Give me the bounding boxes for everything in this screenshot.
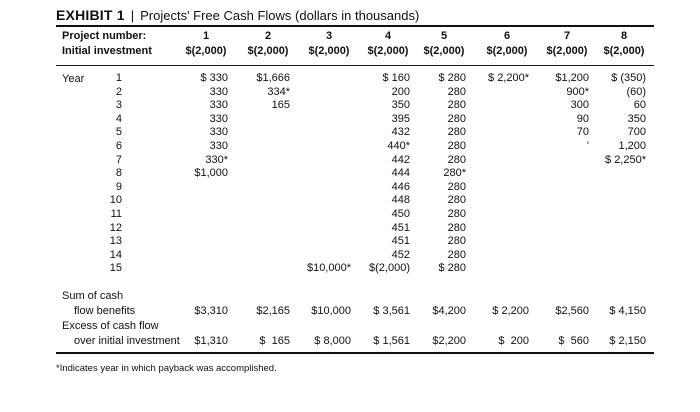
project-number-2: 2 xyxy=(264,30,272,42)
top-rule xyxy=(56,25,654,27)
year-number: 5 xyxy=(115,126,122,139)
sum-benefit-cell: $2,560 xyxy=(555,305,589,317)
cash-flow-cell: 350 xyxy=(391,99,410,112)
cash-flow-cell: 395 xyxy=(391,112,410,125)
cash-flow-cell: 432 xyxy=(391,126,410,139)
excess-cash-flow-cell: $1,310 xyxy=(194,335,228,347)
initial-investment-2: $(2,000) xyxy=(247,45,289,57)
title-divider: | xyxy=(130,8,135,23)
cash-flow-cell: 451 xyxy=(391,221,410,234)
cash-flow-cell: $ 280 xyxy=(438,262,466,275)
excess-cash-flow-cell: $ 2,150 xyxy=(609,335,646,347)
initial-investment-6: $(2,000) xyxy=(486,45,528,57)
cash-flow-cell: 280 xyxy=(447,99,466,112)
project-number-5: 5 xyxy=(440,30,448,42)
cash-flow-cell: 330 xyxy=(209,85,228,98)
cash-flow-cell: $(2,000) xyxy=(369,262,410,275)
cash-flow-cell: 280 xyxy=(447,126,466,139)
cash-flow-cell: $10,000* xyxy=(306,262,351,275)
cash-flow-cell: 700 xyxy=(627,126,646,139)
excess-cash-flow-cell: $ 165 xyxy=(259,335,290,347)
cash-flow-cell: 444 xyxy=(391,167,410,180)
year-number: 8 xyxy=(115,167,122,180)
excess-cash-flow-cell: $ 560 xyxy=(558,335,589,347)
year-label: Year xyxy=(62,73,85,85)
cash-flow-cell: $1,200 xyxy=(555,72,589,84)
exhibit-caption: Projects' Free Cash Flows (dollars in thousands) xyxy=(140,8,420,23)
cash-flow-cell: 200 xyxy=(391,85,410,98)
project-number-3: 3 xyxy=(325,30,333,42)
cash-flow-cell: 280* xyxy=(443,167,466,180)
cash-flow-cell: (60) xyxy=(626,85,646,98)
cash-flow-cell: $ (350) xyxy=(611,72,646,84)
excess-label-line1: Excess of cash flow xyxy=(62,320,159,332)
excess-cash-flow-cell: $ 1,561 xyxy=(373,335,410,347)
sum-benefit-cell: $10,000 xyxy=(311,305,351,317)
cash-flow-cell: 1,200 xyxy=(618,140,646,152)
cash-flow-cell: 280 xyxy=(447,194,466,207)
sum-label-line1: Sum of cash xyxy=(62,290,124,302)
cash-flow-cell: 350 xyxy=(627,112,646,125)
cash-flow-cell: 452 xyxy=(391,248,410,261)
cash-flow-cell: 70 xyxy=(576,126,589,139)
footnote: *Indicates year in which payback was accomplished. xyxy=(56,363,277,374)
project-number-1: 1 xyxy=(202,30,210,42)
cash-flow-cell: 280 xyxy=(447,140,466,152)
sum-label-line2: flow benefits xyxy=(74,305,136,317)
cash-flow-cell: 330* xyxy=(205,153,228,166)
initial-investment-7: $(2,000) xyxy=(546,45,588,57)
initial-investment-3: $(2,000) xyxy=(308,45,350,57)
sum-benefit-cell: $4,200 xyxy=(432,305,466,317)
cash-flow-cell: $ 2,250* xyxy=(605,153,646,166)
sum-benefit-cell: $ 4,150 xyxy=(609,305,646,317)
initial-investment-5: $(2,000) xyxy=(423,45,465,57)
year-number: 6 xyxy=(115,140,122,152)
cash-flow-cell: 330 xyxy=(209,126,228,139)
cash-flow-cell: 300 xyxy=(570,99,589,112)
cash-flow-cell: 451 xyxy=(391,235,410,248)
cash-flow-cell: 334* xyxy=(267,85,290,98)
cash-flow-cell: 90 xyxy=(576,112,589,125)
cash-flow-cell: $ 280 xyxy=(438,72,466,84)
cash-flow-cell: 440* xyxy=(387,140,410,152)
year-number: 9 xyxy=(115,180,122,193)
cash-flow-cell: $ 160 xyxy=(382,72,410,84)
cash-flow-cell: 280 xyxy=(447,235,466,248)
project-number-8: 8 xyxy=(620,30,628,42)
cash-flow-cell: $ 330 xyxy=(200,72,228,84)
cash-flow-cell: 330 xyxy=(209,140,228,152)
year-number: 3 xyxy=(115,99,122,112)
cash-flow-cell: ' xyxy=(586,140,589,152)
cash-flow-cell: 60 xyxy=(633,99,646,112)
year-number: 14 xyxy=(109,248,122,261)
year-number: 11 xyxy=(110,208,122,220)
cash-flow-cell: $1,666 xyxy=(256,72,290,84)
cash-flow-cell: 280 xyxy=(447,112,466,125)
year-number: 10 xyxy=(109,194,122,207)
cash-flow-cell: 900* xyxy=(566,85,589,98)
cash-flow-cell: 446 xyxy=(391,180,410,193)
year-number: 2 xyxy=(115,85,122,98)
bottom-rule xyxy=(56,352,654,354)
cash-flow-cell: 280 xyxy=(447,85,466,98)
cash-flow-cell: 450 xyxy=(391,208,410,220)
sum-benefit-cell: $ 2,200 xyxy=(492,305,529,317)
excess-cash-flow-cell: $2,200 xyxy=(432,335,466,347)
year-number: 12 xyxy=(109,221,122,234)
cash-flow-cell: 442 xyxy=(391,153,410,166)
cash-flow-cell: 280 xyxy=(447,208,466,220)
exhibit-title xyxy=(56,7,419,23)
initial-investment-8: $(2,000) xyxy=(603,45,645,57)
initial-investment-4: $(2,000) xyxy=(367,45,409,57)
cash-flow-cell: 330 xyxy=(209,112,228,125)
cash-flow-cell: 280 xyxy=(447,221,466,234)
project-number-6: 6 xyxy=(503,30,511,42)
cash-flow-cell: 280 xyxy=(447,180,466,193)
header-rule xyxy=(56,65,654,66)
sum-benefit-cell: $ 3,561 xyxy=(373,305,410,317)
year-number: 4 xyxy=(115,112,122,125)
year-number: 13 xyxy=(109,235,122,248)
project-number-4: 4 xyxy=(384,30,392,42)
project-number-7: 7 xyxy=(563,30,571,42)
cash-flow-cell: 448 xyxy=(391,194,410,207)
year-number: 15 xyxy=(109,262,122,275)
sum-benefit-cell: $3,310 xyxy=(194,305,228,317)
year-number: 7 xyxy=(115,153,122,166)
initial-investment-1: $(2,000) xyxy=(185,45,227,57)
cash-flow-cell: 165 xyxy=(271,99,290,112)
sum-benefit-cell: $2,165 xyxy=(256,305,290,317)
excess-cash-flow-cell: $ 8,000 xyxy=(314,335,351,347)
cash-flow-cell: 280 xyxy=(447,153,466,166)
initial-investment-label: Initial investment xyxy=(62,45,152,57)
excess-cash-flow-cell: $ 200 xyxy=(498,335,529,347)
cash-flow-cell: $1,000 xyxy=(194,167,228,180)
cash-flow-cell: 280 xyxy=(447,248,466,261)
cash-flow-cell: 330 xyxy=(209,99,228,112)
cash-flow-cell: $ 2,200* xyxy=(488,72,529,84)
exhibit-label: EXHIBIT 1 xyxy=(56,7,125,23)
excess-label-line2: over initial investment xyxy=(74,335,180,347)
project-number-label: Project number: xyxy=(62,30,147,42)
year-number: 1 xyxy=(115,72,122,84)
